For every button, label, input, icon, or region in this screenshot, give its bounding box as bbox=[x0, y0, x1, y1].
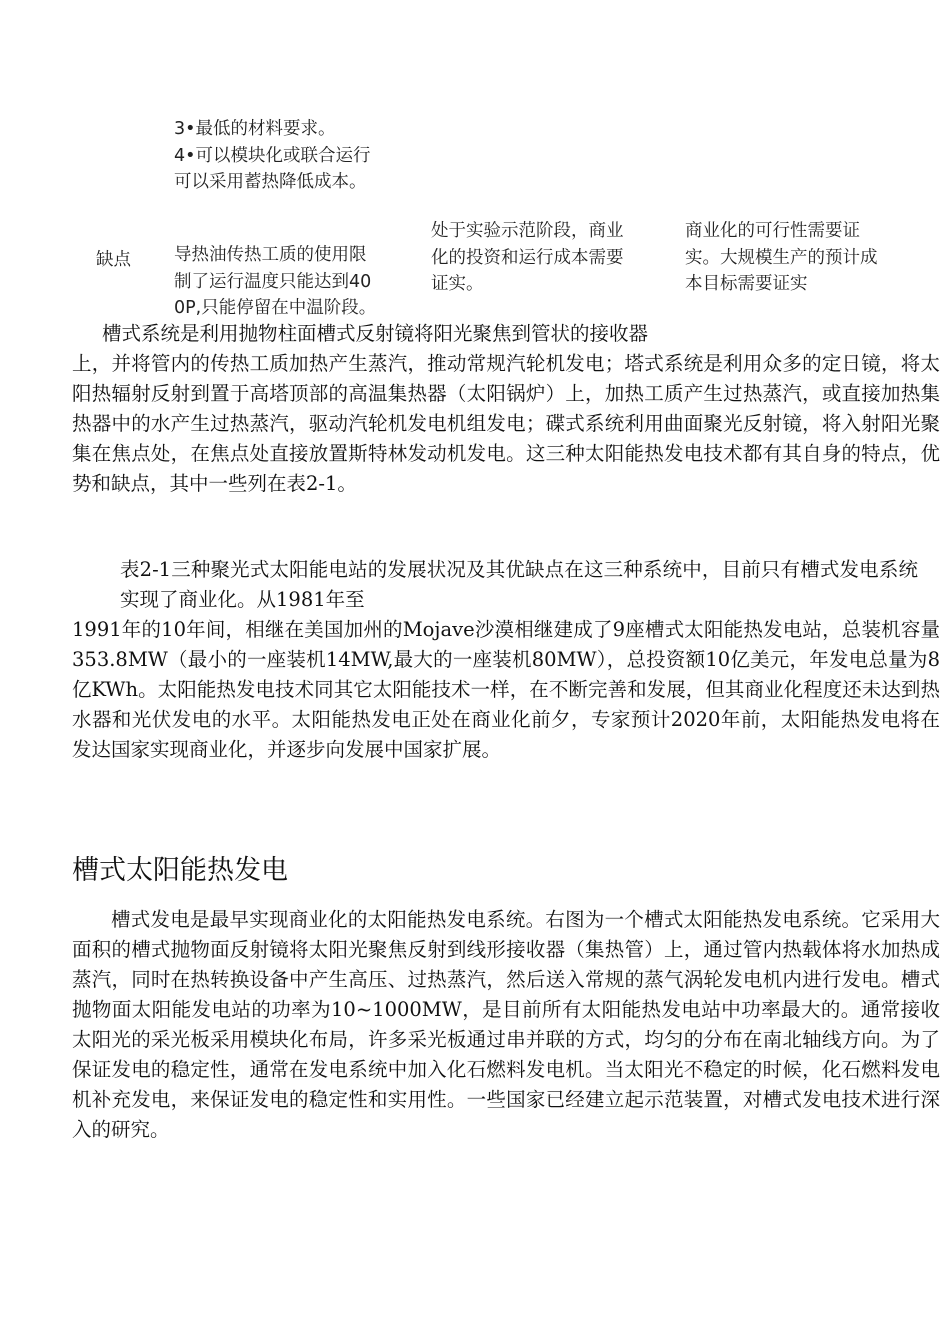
paragraph-trough-power: 槽式发电是最早实现商业化的太阳能热发电系统。右图为一个槽式太阳能热发电系统。它采用大面积的槽式抛物面反射镜将太阳光聚焦反射到线形接收器（集热管）上，通过管内热载体将水加热成蒸汽，同时在热转换设备中产生高压、过热蒸汽，然后送入常规的蒸气涡轮发电机内进行发电。槽式抛物面太阳能发电站的功率为10~1000MW，是目前所有太阳能热发电站中功率最大的。通常接收太阳光的采光板采用模块化布局，许多采光板通过串并联的方式，均匀的分布在南北轴线方向。为了保证发电的稳定性，通常在发电系统中加入化石燃料发电机。当太阳光不稳定的时候，化石燃料发电机补充发电，来保证发电的稳定性和实用性。一些国家已经建立起示范装置，对槽式发电技术进行深入的研究。 bbox=[72, 908, 940, 1141]
table-line: 可以采用蓄热降低成本。 bbox=[174, 172, 367, 192]
paragraph-body: 1991年的10年间，相继在美国加州的Mojave沙漠相继建成了9座槽式太阳能热发电站，总装机容量353.8MW（最小的一座装机14MW,最大的一座装机80MW），总投资额10亿美元，年发电总量为8亿KWh。太阳能热发电技术同其它太阳能技术一样，在不断完善和发展，但其商业化程度还未达到热水器和光伏发电的水平。太阳能热发电正处在商业化前夕，专家预计2020年前，太阳能热发电将在发达国家实现商业化，并逐步向发展中国家扩展。 bbox=[72, 618, 940, 761]
table-line: 证实。 bbox=[431, 274, 484, 294]
table-cell-advantages-trough bbox=[174, 116, 414, 196]
table-line: 化的投资和运行成本需要 bbox=[431, 247, 624, 268]
paragraph-solar-systems bbox=[72, 319, 940, 499]
table-line: 处于实验示范阶段，商业 bbox=[431, 221, 624, 241]
table-line: 导热油传热工质的使用限 bbox=[174, 245, 367, 265]
table-cell-disadvantages-tower bbox=[431, 218, 671, 298]
table-line: 4•可以模块化或联合运行 bbox=[174, 145, 371, 166]
table-line: 商业化的可行性需要证 bbox=[685, 221, 860, 241]
section-heading: 槽式太阳能热发电 bbox=[72, 855, 288, 886]
table-line: 实。大规模生产的预计成 bbox=[685, 247, 878, 268]
paragraph-first-part: 表2-1三种聚光式太阳能电站的发展状况及其优缺点在这三种系统中，目前只有槽式发电系统实现了商业化。从1981年至 bbox=[120, 558, 918, 611]
table-cell-disadvantages-dish bbox=[685, 218, 935, 298]
table-cell-disadvantages-trough bbox=[174, 242, 414, 322]
paragraph-commercialization bbox=[72, 555, 940, 765]
table-line: 3•最低的材料要求。 bbox=[174, 119, 336, 139]
table-line: 本目标需要证实 bbox=[685, 274, 808, 294]
paragraph-body: 上，并将管内的传热工质加热产生蒸汽，推动常规汽轮机发电；塔式系统是利用众多的定日镜，将太阳热辐射反射到置于高塔顶部的高温集热器（太阳锅炉）上，加热工质产生过热蒸汽，或直接加热集热器中的水产生过热蒸汽，驱动汽轮机发电机组发电；碟式系统利用曲面聚光反射镜，将入射阳光聚集在焦点处，在焦点处直接放置斯特林发动机发电。这三种太阳能热发电技术都有其自身的特点，优势和缺点，其中一些列在表2-1。 bbox=[72, 352, 940, 495]
table-line: 制了运行温度只能达到40 bbox=[174, 271, 372, 292]
paragraph-first-line: 槽式系统是利用抛物柱面槽式反射镜将阳光聚焦到管状的接收器 bbox=[102, 322, 649, 345]
table-row-label-disadvantages: 缺点 bbox=[96, 250, 131, 270]
table-line: 0P,只能停留在中温阶段。 bbox=[174, 298, 377, 318]
